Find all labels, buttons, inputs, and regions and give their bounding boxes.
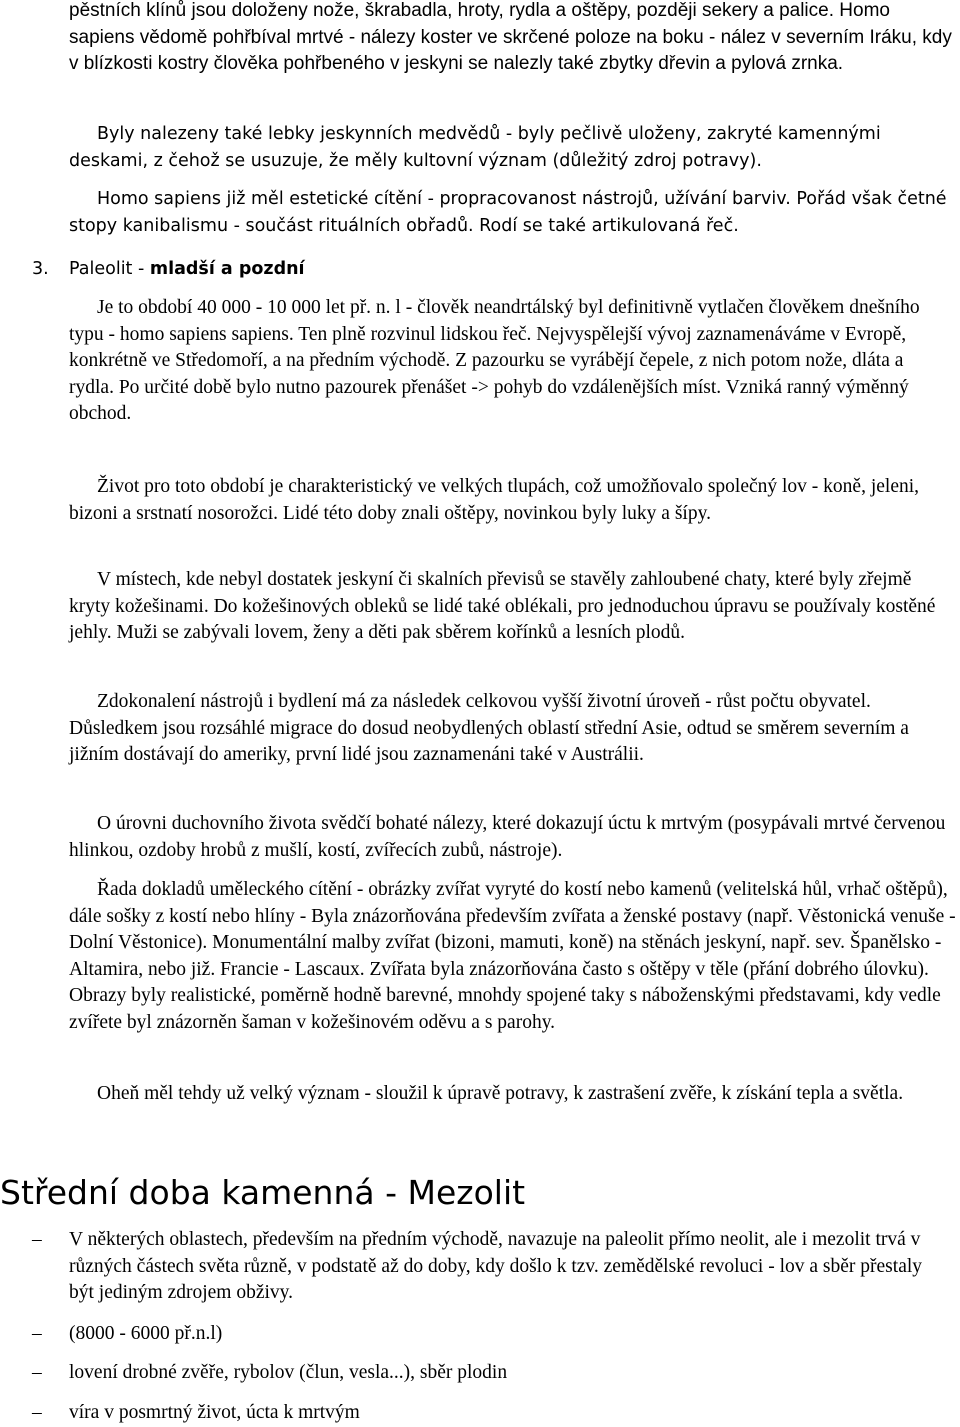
list-dash: – (32, 1402, 42, 1423)
section-title-bold: mladší a pozdní (149, 259, 305, 279)
paragraph-period: Je to období 40 000 - 10 000 let př. n. l - člověk neandrtálský byl definitivně vytlačen člověkem dnešního typu - homo sapiens sapiens. Ten plně rozvinul lidskou řeč. Nejvyspělejší vývoj zaznamenáváme v Evropě, konkrétně ve Středomoří, a na předním východě. Z pazourku se vyrábějí čepele, z nich potom nože, dláta a rydla. Po určité době bylo nutno pazourek přenášet -> pohyb do vzdálenějších míst. Vzniká ranný výměnný obchod. (69, 297, 920, 424)
section-number: 3. (32, 259, 49, 279)
paragraph-spiritual: O úrovni duchovního života svědčí bohaté nálezy, které dokazují úctu k mrtvým (posypávali mrtvé červenou hlinkou, ozdoby hrobů z mušlí, kostí, zvířecích zubů, nástroje). (69, 813, 946, 861)
list-dash: – (32, 1229, 42, 1250)
list-item-text: lovení drobné zvěře, rybolov (člun, vesla...), sběr plodin (69, 1362, 508, 1383)
paragraph-migrations: Zdokonalení nástrojů i bydlení má za následek celkovou vyšší životní úroveň - růst počtu obyvatel. Důsledkem jsou rozsáhlé migrace do dosud neobydlených oblastí střední Asie, odtud se směrem severním a jižním dostávají do ameriky, první lidé jsou zaznamenáni také v Austrálii. (69, 691, 909, 765)
paragraph-fire: Oheň měl tehdy už velký význam - sloužil k úpravě potravy, k zastrašení zvěře, k získání tepla a světla. (97, 1083, 904, 1104)
list-item-text: V některých oblastech, především na předním východě, navazuje na paleolit přímo neolit, ale i mezolit trvá v různých částech světa různě, v podstatě až do doby, kdy došlo k tzv. zemědělské revoluci - lov a sběr přestaly být jediným zdrojem obživy. (69, 1229, 923, 1303)
list-item-text: víra v posmrtný život, úcta k mrtvým (69, 1402, 360, 1423)
paragraph-dwellings: V místech, kde nebyl dostatek jeskyní či skalních převisů se stavěly zahloubené chaty, které byly zřejmě kryty kožešinami. Do kožešinových obleků se lidé také oblékali, pro jednoduchou úpravu se používaly kostěné jehly. Muži se zabývali lovem, ženy a děti pak sběrem kořínků a lesních plodů. (69, 569, 936, 643)
section-title-plain: Paleolit - (69, 259, 150, 279)
paragraph-art: Řada dokladů uměleckého cítění - obrázky zvířat vyryté do kostí nebo kamenů (velitelská hůl, vrhač oštěpů), dále sošky z kostí nebo hlíny - Byla znázorňována především zvířata a ženské postavy (např. Věstonická venuše - Dolní Věstonice). Monumentální malby zvířat (bizoni, mamuti, koně) na stěnách jeskyní, např. sev. Španělsko - Altamira, nebo již. Francie - Lascaux. Zvířata byla znázorňována často s oštěpy v těle (přání dobrého úlovku). Obrazy byly realistické, poměrně hodně barevné, mnohdy spojené taky s náboženskými představami, kdy vedle zvířete byl znázorněn šaman v kožešinovém oděvu a s parohy. (69, 879, 956, 1033)
paragraph-life: Život pro toto období je charakteristický ve velkých tlupách, což umožňovalo společný lov - koně, jeleni, bizoni a srstnatí nosorožci. Lidé této doby znali oštěpy, novinkou byly luky a šípy. (69, 476, 920, 524)
intro-paragraph: pěstních klínů jsou doloženy nože, škrabadla, hroty, rydla a oštěpy, později sekery a palice. Homo sapiens vědomě pohřbíval mrtvé - nálezy koster ve skrčené poloze na boku - nález v severním Iráku, kdy v blízkosti kostry člověka pohřbeného v jeskyni se nalezly také zbytky dřevin a pylová zrnka. (69, 0, 952, 74)
heading-mesolithic: Střední doba kamenná - Mezolit (0, 1173, 526, 1212)
aesthetic-paragraph: Homo sapiens již měl estetické cítění - propracovanost nástrojů, užívání barviv. Pořád však četné stopy kanibalismu - součást rituálních obřadů. Rodí se také artikulovaná řeč. (69, 189, 947, 236)
list-dash: – (32, 1362, 42, 1383)
section-title (69, 256, 305, 283)
list-item-text: (8000 - 6000 př.n.l) (69, 1323, 223, 1344)
list-dash: – (32, 1323, 42, 1344)
bear-skulls-paragraph: Byly nalezeny také lebky jeskynních medvědů - byly pečlivě uloženy, zakryté kamennými deskami, z čehož se usuzuje, že měly kultovní význam (důležitý zdroj potravy). (69, 124, 881, 171)
